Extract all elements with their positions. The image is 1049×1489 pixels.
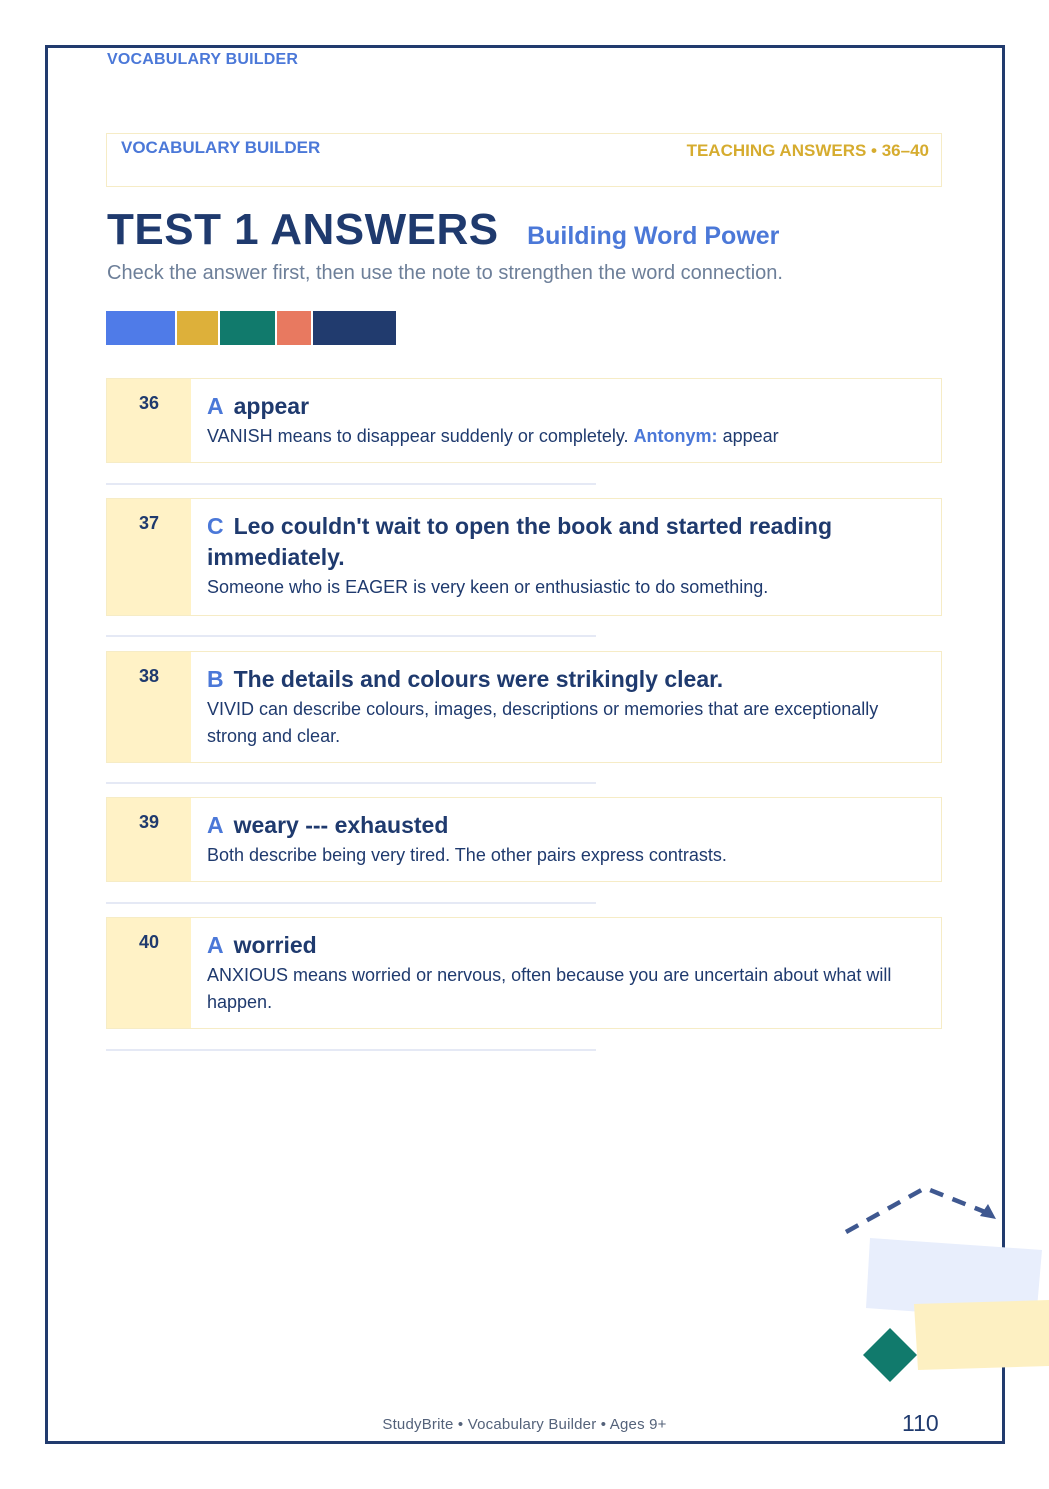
answer-note <box>207 423 929 450</box>
page-subtitle: Building Word Power <box>527 222 780 250</box>
answer-text: worried <box>233 932 317 958</box>
answer-letter: B <box>207 666 224 692</box>
divider <box>106 902 596 904</box>
title-row <box>107 205 779 255</box>
header-range-label: TEACHING ANSWERS • 36–40 <box>686 141 929 160</box>
answer-text: appear <box>233 393 310 419</box>
answer-body <box>191 652 941 762</box>
color-swatch-strip <box>106 311 398 345</box>
swatch-coral <box>277 311 311 345</box>
answer-line <box>207 511 929 573</box>
answer-body <box>191 798 941 881</box>
page-number: 110 <box>902 1410 939 1436</box>
answer-letter: A <box>207 393 224 419</box>
answer-card <box>106 498 942 616</box>
divider <box>106 1049 596 1051</box>
intro-text: Check the answer first, then use the note to strengthen the word connection. <box>107 262 783 284</box>
answer-text: The details and colours were strikingly clear. <box>233 666 724 692</box>
swatch-gold <box>177 311 218 345</box>
answer-card <box>106 651 942 763</box>
answer-line <box>207 391 929 422</box>
yellow-card-shape <box>914 1300 1049 1370</box>
answer-line <box>207 810 929 841</box>
running-header: VOCABULARY BUILDER <box>107 51 299 68</box>
divider <box>106 782 596 784</box>
answer-body <box>191 918 941 1028</box>
swatch-teal <box>220 311 275 345</box>
swatch-blue <box>106 311 175 345</box>
answer-letter: C <box>207 513 224 539</box>
answer-note: Both describe being very tired. The other pairs express contrasts. <box>207 845 727 865</box>
dashed-arrow-path <box>846 1188 990 1232</box>
teal-diamond-shape <box>863 1328 917 1382</box>
question-number: 38 <box>107 652 191 762</box>
answer-note: VIVID can describe colours, images, descriptions or memories that are exceptionally strong and clear. <box>207 699 879 746</box>
answer-line <box>207 664 929 695</box>
answer-card <box>106 917 942 1029</box>
answer-note: Someone who is EAGER is very keen or enthusiastic to do something. <box>207 577 769 597</box>
footer-text: StudyBrite • Vocabulary Builder • Ages 9+ <box>382 1416 667 1433</box>
divider <box>106 635 596 637</box>
antonym-label: Antonym: <box>633 426 718 446</box>
decorative-shapes <box>840 1180 1049 1400</box>
answer-text: Leo couldn't wait to open the book and started reading immediately. <box>207 513 833 570</box>
answer-letter: A <box>207 812 224 838</box>
answer-body <box>191 379 941 462</box>
antonym-value: appear <box>722 426 779 446</box>
header-bar <box>106 133 942 187</box>
answer-card <box>106 378 942 463</box>
page-title: TEST 1 ANSWERS <box>107 205 499 254</box>
question-number: 39 <box>107 798 191 881</box>
question-number: 40 <box>107 918 191 1028</box>
answer-body <box>191 499 941 615</box>
header-section-label: VOCABULARY BUILDER <box>121 138 321 157</box>
answer-card <box>106 797 942 882</box>
answer-text: weary --- exhausted <box>233 812 449 838</box>
note-text: VANISH means to disappear suddenly or completely. <box>207 426 629 446</box>
answer-line <box>207 930 929 961</box>
answer-letter: A <box>207 932 224 958</box>
question-number: 37 <box>107 499 191 615</box>
swatch-navy <box>313 311 396 345</box>
question-number: 36 <box>107 379 191 462</box>
answer-note: ANXIOUS means worried or nervous, often because you are uncertain about what will happen. <box>207 965 892 1012</box>
divider <box>106 483 596 485</box>
